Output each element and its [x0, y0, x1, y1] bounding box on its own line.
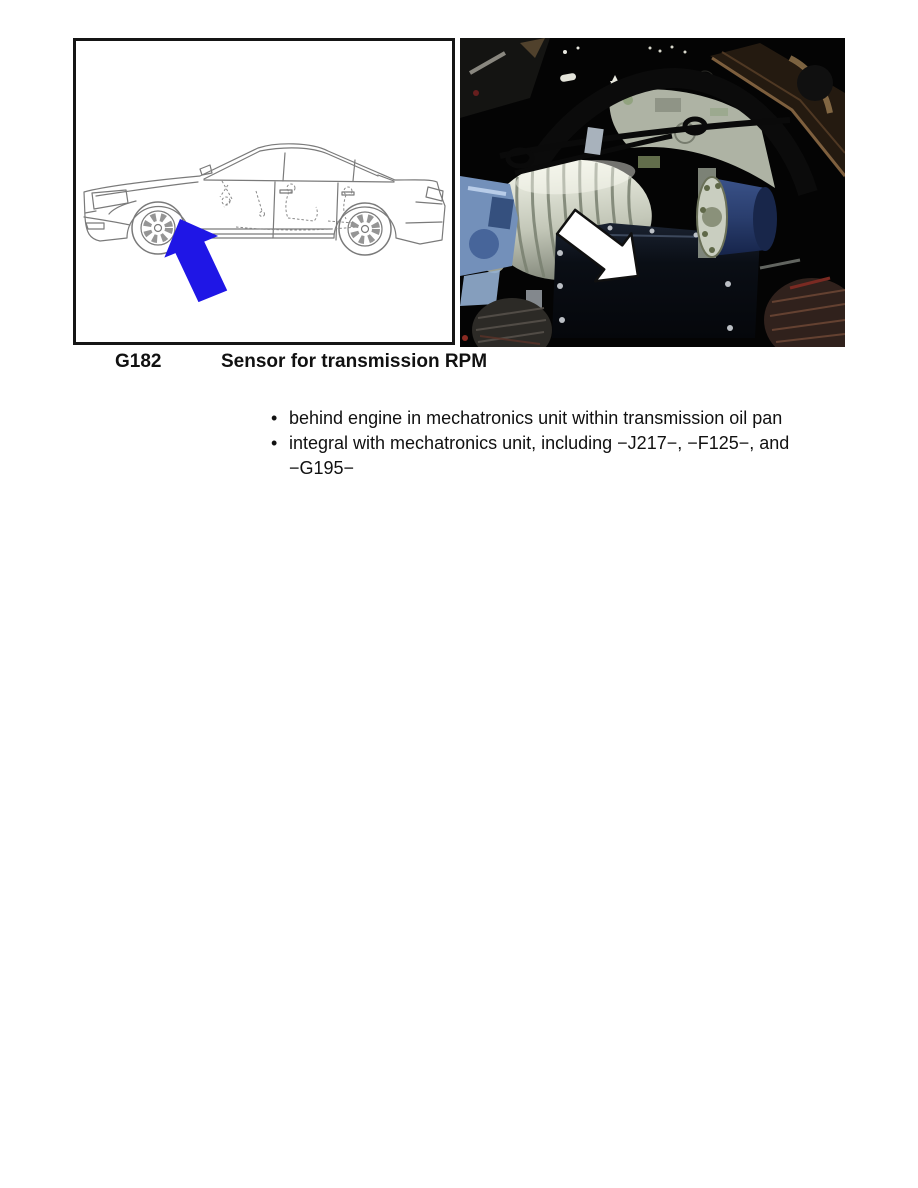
component-notes [271, 406, 831, 481]
bullet-icon: • [271, 408, 278, 428]
note-text: integral with mechatronics unit, including −J217−, −F125−, and −G195− [289, 433, 790, 478]
car-location-diagram [73, 38, 455, 345]
rear-wheel [339, 203, 391, 255]
bullet-icon: • [271, 433, 278, 453]
component-photo [460, 38, 845, 347]
component-code: G182 [115, 351, 162, 372]
location-arrow [153, 208, 238, 308]
component-caption [0, 351, 918, 377]
note-item [271, 431, 831, 481]
note-text: behind engine in mechatronics unit within transmission oil pan [289, 408, 783, 428]
interior-sketch [220, 181, 356, 230]
component-title: Sensor for transmission RPM [221, 351, 488, 372]
car-line-art [76, 41, 452, 342]
note-item [271, 406, 831, 431]
transmission-photo-art [460, 38, 845, 347]
